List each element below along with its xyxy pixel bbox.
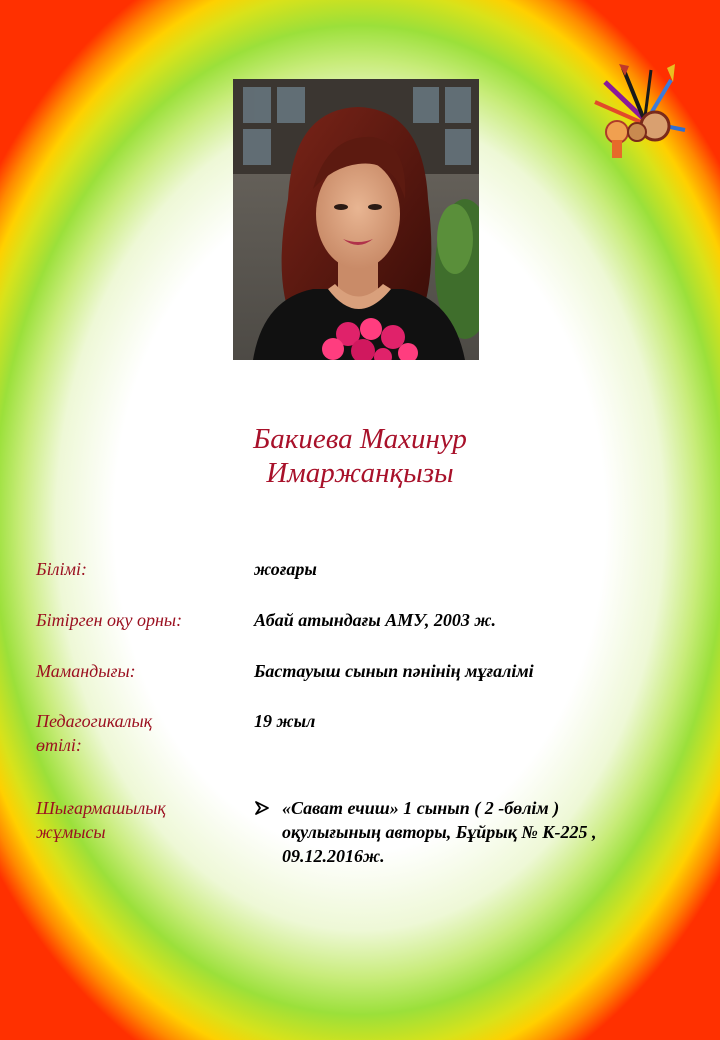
specialty-value: Бастауыш сынып пәнінің мұғалімі (254, 661, 534, 681)
creative-work-label-line2: жұмысы (36, 822, 106, 842)
experience-label-line1: Педагогикалық (36, 711, 153, 731)
experience-label-line2: өтілі: (36, 735, 82, 755)
experience-value: 19 жыл (254, 711, 316, 731)
education-label: Білімі: (36, 559, 87, 579)
institution-label: Бітірген оқу орны: (36, 610, 183, 630)
creative-work-text-line1: «Сават ечиш» 1 сынып ( 2 -бөлім ) (282, 798, 560, 818)
art-supplies-icon (585, 62, 690, 162)
portrait-photo (233, 79, 479, 360)
creative-work-text-line3: 09.12.2016ж. (282, 846, 385, 866)
specialty-label: Мамандығы: (36, 661, 136, 681)
full-name-line2: Имаржанқызы (266, 457, 454, 489)
creative-work-label-line1: Шығармашылық (36, 798, 166, 818)
creative-work-text-line2: оқулығының авторы, Бұйрық № К-225 , (282, 822, 597, 842)
education-value: жоғары (254, 559, 317, 579)
full-name-line1: Бакиева Махинур (253, 423, 467, 455)
institution-value: Абай атындағы АМУ, 2003 ж. (254, 610, 497, 630)
arrow-bullet-icon (254, 800, 270, 816)
